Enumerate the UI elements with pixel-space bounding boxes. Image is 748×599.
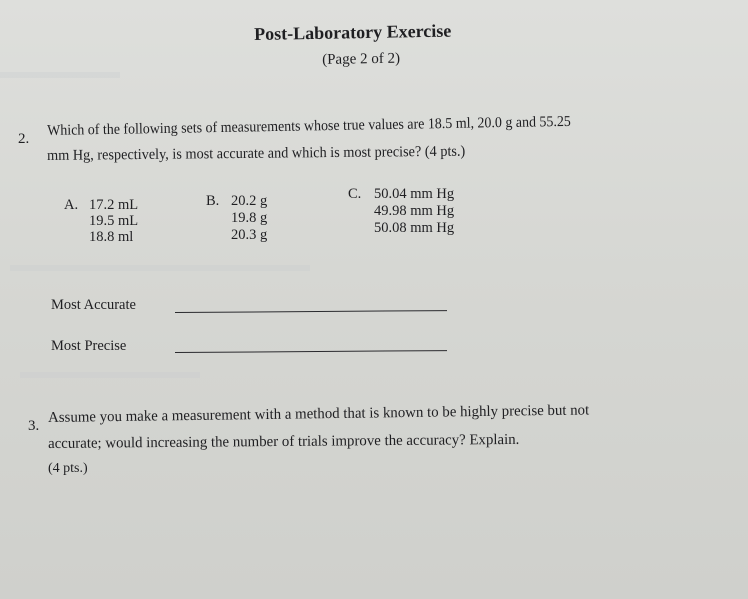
question-2-line-1: Which of the following sets of measurements whose true values are 18.5 ml, 20.0 g and 55.25: [47, 113, 571, 139]
choice-b-label: B.: [206, 193, 220, 209]
page-subtitle: (Page 2 of 2): [322, 50, 401, 68]
question-2-number: 2.: [18, 131, 30, 147]
question-3-points: (4 pts.): [48, 461, 88, 476]
show-through-line: [10, 265, 310, 271]
question-2-line-2: mm Hg, respectively, is most accurate and which is most precise? (4 pts.): [47, 143, 466, 164]
choice-b-value-3: 20.3 g: [231, 227, 268, 243]
most-accurate-answer-line[interactable]: [175, 310, 447, 313]
choice-c-value-1: 50.04 mm Hg: [374, 186, 455, 202]
question-3-line-1: Assume you make a measurement with a method that is known to be highly precise but not: [48, 402, 590, 426]
choice-b-value-2: 19.8 g: [231, 210, 268, 226]
show-through-line: [0, 72, 120, 78]
choice-a-value-3: 18.8 ml: [89, 229, 134, 245]
question-3-number: 3.: [28, 418, 40, 434]
most-precise-label: Most Precise: [51, 338, 127, 354]
question-3-line-2: accurate; would increasing the number of trials improve the accuracy? Explain.: [48, 431, 520, 452]
choice-a-value-1: 17.2 mL: [89, 197, 139, 213]
choice-c-label: C.: [348, 186, 362, 202]
choice-a-label: A.: [64, 197, 79, 213]
choice-c-value-2: 49.98 mm Hg: [374, 203, 455, 219]
show-through-line: [20, 372, 200, 378]
most-accurate-label: Most Accurate: [51, 297, 136, 313]
choice-b-value-1: 20.2 g: [231, 193, 268, 209]
choice-a-value-2: 19.5 mL: [89, 213, 139, 229]
page-title: Post-Laboratory Exercise: [254, 20, 452, 44]
most-precise-answer-line[interactable]: [175, 350, 447, 353]
choice-c-value-3: 50.08 mm Hg: [374, 220, 455, 236]
